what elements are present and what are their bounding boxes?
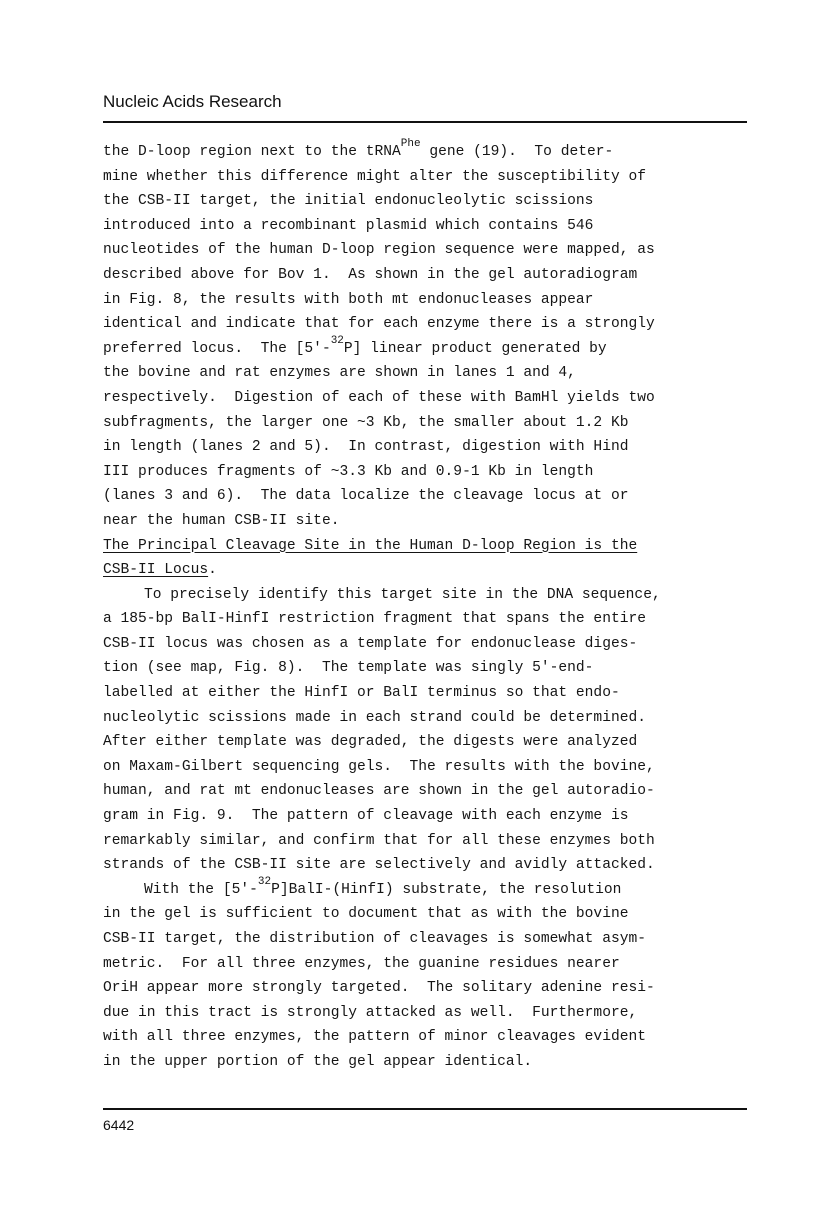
text-line: identical and indicate that for each enzyme there is a strongly bbox=[103, 316, 655, 333]
section-heading: CSB-II Locus bbox=[103, 562, 209, 579]
text-line: due in this tract is strongly attacked as well. Furthermore, bbox=[103, 1004, 638, 1021]
text-line: the CSB-II target, the initial endonucleolytic scissions bbox=[103, 193, 594, 210]
text-line: near the human CSB-II site. bbox=[103, 512, 340, 529]
text-line: III produces fragments of ~3.3 Kb and 0.9-1 Kb in length bbox=[103, 463, 594, 480]
section-heading: The Principal Cleavage Site in the Human D-loop Region is the bbox=[103, 537, 638, 554]
superscript: Phe bbox=[400, 138, 421, 150]
text-run: P]BalI-(HinfI) substrate, the resolution bbox=[271, 881, 622, 898]
text-run: With the [5'- bbox=[144, 881, 258, 898]
text-line: tion (see map, Fig. 8). The template was singly 5'-end- bbox=[103, 660, 594, 677]
text-line: remarkably similar, and confirm that for all these enzymes both bbox=[103, 832, 655, 849]
text-line bbox=[103, 140, 763, 165]
superscript: 32 bbox=[257, 875, 272, 888]
text-line: in Fig. 8, the results with both mt endonucleases appear bbox=[103, 291, 594, 308]
text-line: the bovine and rat enzymes are shown in lanes 1 and 4, bbox=[103, 365, 576, 382]
journal-title: Nucleic Acids Research bbox=[103, 92, 282, 111]
text-line: on Maxam-Gilbert sequencing gels. The results with the bovine, bbox=[103, 758, 655, 775]
text-line: (lanes 3 and 6). The data localize the cleavage locus at or bbox=[103, 488, 629, 505]
text-line: CSB-II target, the distribution of cleavages is somewhat asym- bbox=[103, 931, 646, 947]
text-line: in the upper portion of the gel appear identical. bbox=[103, 1053, 533, 1070]
text-line: in the gel is sufficient to document that as with the bovine bbox=[103, 906, 629, 923]
page-number: 6442 bbox=[103, 1117, 135, 1133]
section-heading-line bbox=[103, 534, 763, 559]
heading-period: . bbox=[208, 562, 217, 579]
text-line: human, and rat mt endonucleases are shown in the gel autoradio- bbox=[103, 783, 655, 800]
text-line: mine whether this difference might alter the susceptibility of bbox=[103, 168, 646, 185]
text-line: subfragments, the larger one ~3 Kb, the smaller about 1.2 Kb bbox=[103, 414, 629, 431]
text-line: a 185-bp BalI-HinfI restriction fragment that spans the entire bbox=[103, 611, 646, 628]
text-line: CSB-II locus was chosen as a template for endonuclease diges- bbox=[103, 635, 638, 652]
text-line: metric. For all three enzymes, the guanine residues nearer bbox=[103, 955, 620, 972]
text-line: described above for Bov 1. As shown in the gel autoradiogram bbox=[103, 266, 638, 283]
paragraph-start bbox=[103, 875, 763, 903]
text-line: nucleotides of the human D-loop region sequence were mapped, as bbox=[103, 242, 655, 259]
text-line: strands of the CSB-II site are selectively and avidly attacked. bbox=[103, 857, 655, 874]
text-run: P] linear product generated by bbox=[343, 340, 607, 357]
text-line: labelled at either the HinfI or BalI terminus so that endo- bbox=[103, 685, 620, 702]
header-rule bbox=[103, 121, 747, 123]
section-heading-line bbox=[103, 558, 763, 583]
article-body bbox=[103, 140, 763, 1075]
text-line: with all three enzymes, the pattern of minor cleavages evident bbox=[103, 1029, 646, 1046]
text-run: the D-loop region next to the tRNA bbox=[103, 144, 401, 160]
text-line: in length (lanes 2 and 5). In contrast, digestion with Hind bbox=[103, 439, 629, 456]
footer-rule bbox=[103, 1108, 747, 1110]
superscript: 32 bbox=[330, 334, 344, 347]
text-line: OriH appear more strongly targeted. The solitary adenine resi- bbox=[103, 980, 655, 997]
paragraph-start: To precisely identify this target site in the DNA sequence, bbox=[144, 586, 661, 603]
text-line: After either template was degraded, the digests were analyzed bbox=[103, 734, 638, 751]
text-run: preferred locus. The [5'- bbox=[103, 340, 331, 357]
text-line bbox=[103, 334, 763, 362]
text-run: gene (19). To deter- bbox=[420, 144, 614, 160]
text-line: nucleolytic scissions made in each strand could be determined. bbox=[103, 709, 646, 726]
text-line: gram in Fig. 9. The pattern of cleavage with each enzyme is bbox=[103, 808, 629, 825]
text-line: introduced into a recombinant plasmid which contains 546 bbox=[103, 217, 594, 234]
text-line: respectively. Digestion of each of these with BamHl yields two bbox=[103, 389, 655, 406]
